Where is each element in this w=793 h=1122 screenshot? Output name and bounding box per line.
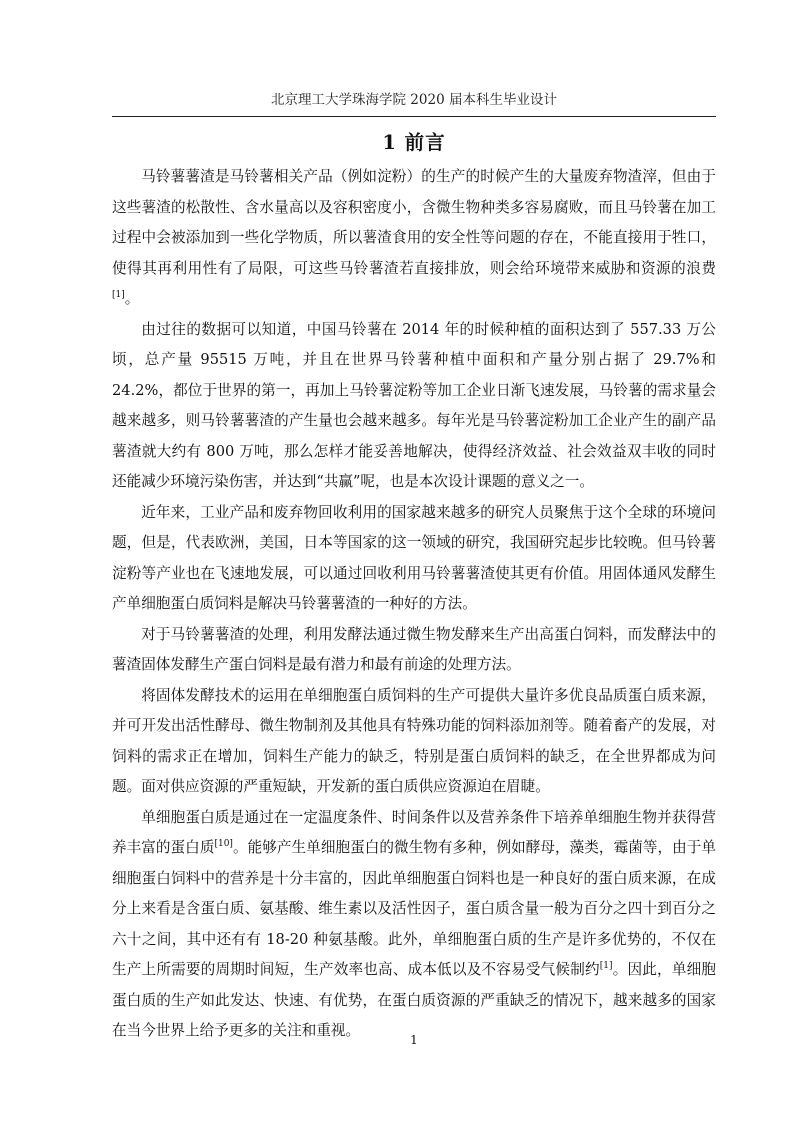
paragraph-text: 。能够产生单细胞蛋白的微生物有多种，例如酵母，藻类，霉菌等，由于单细胞蛋白饲料中的营养是十分丰富的，因此单细胞蛋白饲料也是一种良好的蛋白质来源，在成分上来看是含蛋白质、氨基酸、维生素以及活性因子，蛋白质含量一般为百分之四十到百分之六十之间，其中还有有 18-20 种氨基酸。此外，单细胞蛋白质的生产是许多优势的，不仅在生产上所需要的周期时间短，生产效率也高、成本低以及不容易受气候制约 — [112, 839, 716, 978]
paragraph — [112, 681, 716, 803]
citation-marker: [10] — [214, 839, 233, 849]
page-header: 北京理工大学珠海学院 2020 届本科生毕业设计 — [271, 92, 557, 108]
paragraph-text: 近年来，工业产品和废弃物回收利用的国家越来越多的研究人员聚焦于这个全球的环境问题，但是，代表欧洲，美国，日本等国家的这一领域的研究，我国研究起步比较晚。但马铃薯淀粉等产业也在飞速地发展，可以通过回收利用马铃薯薯渣使其更有价值。用固体通风发酵生产单细胞蛋白质饲料是解决马铃薯薯渣的一种好的方法。 — [112, 503, 716, 612]
citation-marker: [1] — [112, 290, 125, 300]
paragraph — [112, 315, 716, 498]
paragraph-text: 。因此，单细胞蛋白质的生产如此发达、快速、有优势，在蛋白质资源的严重缺乏的情况下，越来越多的国家在当今世界上给予更多的关注和重视。 — [112, 961, 716, 1039]
paragraph-text: 将固体发酵技术的运用在单细胞蛋白质饲料的生产可提供大量许多优良品质蛋白质来源，并可开发出活性酵母、微生物制剂及其他具有特殊功能的饲料添加剂等。随着畜产的发展，对饲料的需求正在增加，饲料生产能力的缺乏，特别是蛋白质饲料的缺乏，在全世界都成为问题。面对供应资源的严重短缺，开发新的蛋白质供应资源迫在眉睫。 — [112, 686, 716, 795]
paragraph-text: 由过往的数据可以知道，中国马铃薯在 2014 年的时候种植的面积达到了 557.33 万公顷，总产量 95515 万吨，并且在世界马铃薯种植中面积和产量分别占据了 29.7%和 24.2%，都位于世界的第一，再加上马铃薯淀粉等加工企业日渐飞速发展，马铃薯的需求量会越来越多，则马铃薯薯渣的产生量也会越来越多。每年光是马铃薯淀粉加工企业产生的副产品薯渣就大约有 800 万吨，那么怎样才能妥善地解决，使得经济效益、社会效益双丰收的同时还能减少环境污染伤害，并达到“共赢”呢，也是本次设计课题的意义之一。 — [112, 320, 716, 490]
paragraph — [112, 162, 716, 315]
body-text — [112, 162, 716, 1047]
paragraph-text: 。 — [124, 290, 140, 307]
paragraph-text: 对于马铃薯薯渣的处理，利用发酵法通过微生物发酵来生产出高蛋白饲料，而发酵法中的薯渣固体发酵生产蛋白饲料是最有潜力和最有前途的处理方法。 — [112, 625, 716, 673]
page-number: 1 — [410, 1033, 418, 1047]
paragraph — [112, 620, 716, 681]
paragraph — [112, 803, 716, 1047]
section-title: 1 前言 — [382, 131, 446, 154]
paragraph — [112, 498, 716, 620]
header-rule — [112, 116, 716, 117]
citation-marker: [1] — [599, 961, 613, 971]
paragraph-text: 马铃薯薯渣是马铃薯相关产品（例如淀粉）的生产的时候产生的大量废弃物渣滓，但由于这些薯渣的松散性、含水量高以及容积密度小，含微生物种类多容易腐败，而且马铃薯在加工过程中会被添加到一些化学物质，所以薯渣食用的安全性等问题的存在，不能直接用于牲口，使得其再利用性有了局限，可这些马铃薯渣若直接排放，则会给环境带来威胁和资源的浪费 — [112, 168, 716, 277]
paragraph-text: 单细胞蛋白质是通过在一定温度条件、时间条件以及营养条件下培养单细胞生物并获得营养丰富的蛋白质 — [112, 808, 716, 856]
